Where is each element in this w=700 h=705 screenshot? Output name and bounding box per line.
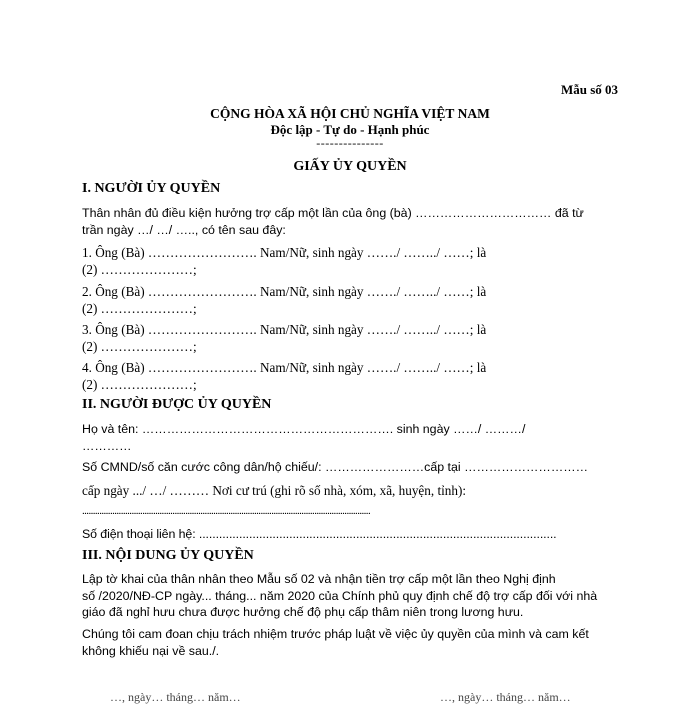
content-line2: số /2020/NĐ-CP ngày... tháng... năm 2020 của Chính phủ quy định chế độ trợ cấp đối với nhà (82, 589, 598, 603)
commit-line1: Chúng tôi cam đoan chịu trách nhiệm trước pháp luật về việc ủy quyền của mình và cam kết (82, 627, 589, 641)
signature-date-right: …, ngày… tháng… năm… (440, 690, 571, 704)
grantee-name-line1: Họ và tên: ……………………………………………………. sinh ngày ……/ ………/ (82, 422, 526, 436)
section1-heading: I. NGƯỜI ỦY QUYỀN (82, 181, 221, 196)
content-line3: giáo đã nghỉ hưu chưa được hưởng chế độ phụ cấp thâm niên trong lương hưu. (82, 605, 524, 619)
section1-intro-line2: trần ngày …/ …/ ….., có tên sau đây: (82, 223, 286, 237)
document-title: GIẤY ỦY QUYỀN (293, 159, 407, 174)
person-1-line2: (2) …………………; (82, 262, 197, 277)
section1-intro-line1: Thân nhân đủ điều kiện hưởng trợ cấp một lần của ông (bà) …………………………… đã từ (82, 206, 584, 220)
person-4-line1: 4. Ông (Bà) ……………………. Nam/Nữ, sinh ngày ……./ ……../ ……; là (82, 360, 487, 375)
signature-date-left: …, ngày… tháng… năm… (110, 690, 241, 704)
form-number: Mẫu số 03 (560, 82, 618, 97)
nation-header: CỘNG HÒA XÃ HỘI CHỦ NGHĨA VIỆT NAM (210, 106, 490, 121)
address-dots-line: ...................................................................................................................................... (82, 505, 371, 517)
grantee-issue-line: cấp ngày .../ …/ ……… Nơi cư trú (ghi rõ số nhà, xóm, xã, huyện, tỉnh): (82, 483, 467, 498)
grantee-phone-line: Số điện thoại liên hệ: ........................................................................................................... (82, 527, 557, 541)
header-separator: --------------- (316, 136, 384, 150)
person-3-line1: 3. Ông (Bà) ……………………. Nam/Nữ, sinh ngày ……./ ……../ ……; là (82, 322, 487, 337)
person-2-line1: 2. Ông (Bà) ……………………. Nam/Nữ, sinh ngày ……./ ……../ ……; là (82, 284, 487, 299)
person-3-line2: (2) …………………; (82, 339, 197, 354)
commit-line2: không khiếu nại về sau./. (82, 644, 220, 658)
grantee-name-line2: ………… (82, 439, 132, 453)
person-1-line1: 1. Ông (Bà) ……………………. Nam/Nữ, sinh ngày ……./ ……../ ……; là (82, 245, 487, 260)
section2-heading: II. NGƯỜI ĐƯỢC ỦY QUYỀN (82, 397, 272, 412)
person-4-line2: (2) …………………; (82, 377, 197, 392)
motto: Độc lập - Tự do - Hạnh phúc (270, 122, 430, 137)
person-2-line2: (2) …………………; (82, 301, 197, 316)
content-line1: Lập tờ khai của thân nhân theo Mẫu số 02 và nhận tiền trợ cấp một lần theo Nghị định (82, 572, 556, 586)
grantee-id-line: Số CMND/số căn cước công dân/hộ chiếu/: ……………………cấp tại ………………………… (82, 460, 588, 474)
section3-heading: III. NỘI DUNG ỦY QUYỀN (82, 548, 254, 563)
